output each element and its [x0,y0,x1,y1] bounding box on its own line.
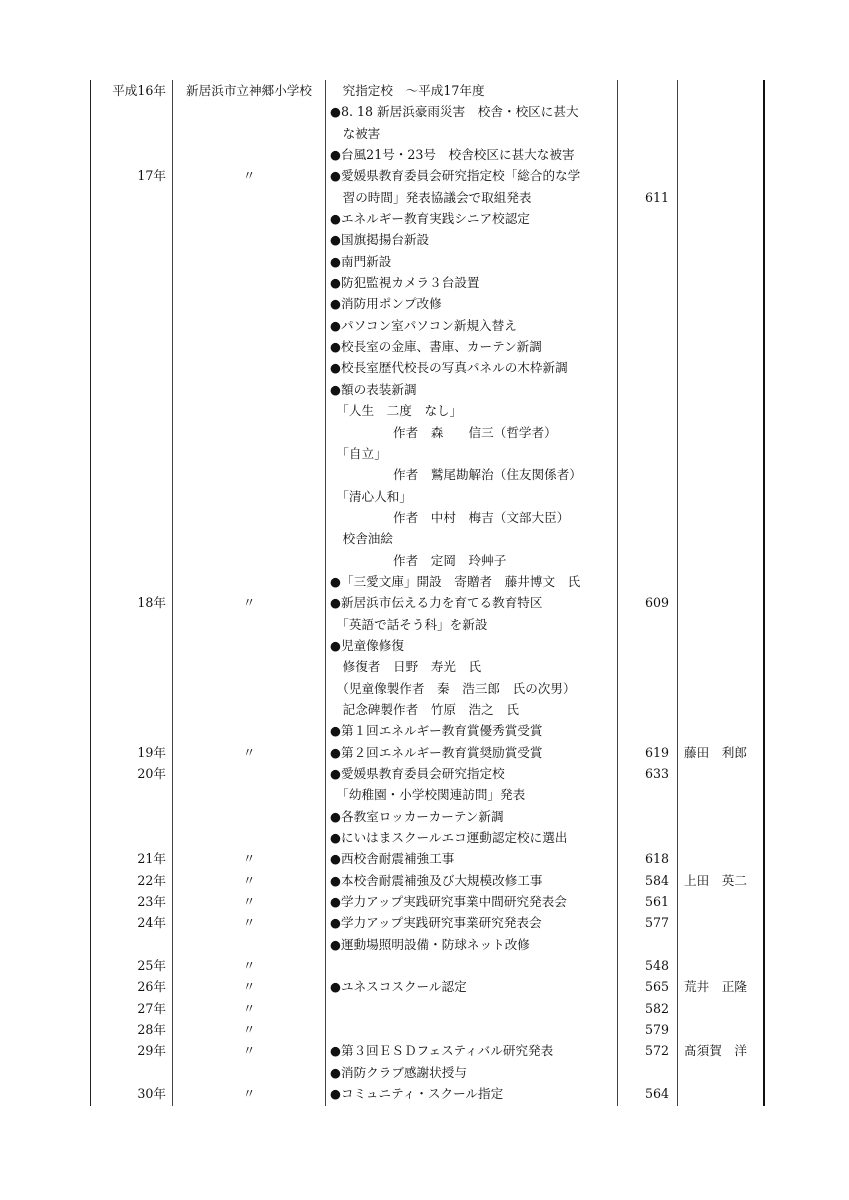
table-row [0,614,849,635]
school-cell: 〃 [242,1086,256,1102]
event-cell: 修復者 日野 寿光 氏 [330,659,482,675]
event-cell: ●台風21号・23号 校舎校区に甚大な被害 [330,147,575,163]
table-row [0,336,849,357]
year-cell: 21年 [137,851,166,867]
table-row [0,528,849,549]
year-cell: 30年 [137,1086,166,1102]
table-row [0,379,849,400]
table-row [0,251,849,272]
event-cell: 習の時間」発表協議会で取組発表 [330,189,532,205]
table-row [0,464,849,485]
year-cell: 28年 [137,1022,166,1038]
table-row [0,720,849,741]
year-cell: 26年 [137,979,166,995]
principal-cell: 荒井 正隆 [684,979,747,995]
event-cell: ●西校舎耐震補強工事 [330,851,455,867]
event-cell: 究指定校 ～平成17年度 [330,83,485,98]
year-cell: 27年 [137,1000,166,1016]
event-cell: （児童像製作者 秦 浩三郎 氏の次男） [330,680,576,696]
table-row [0,592,849,613]
principal-cell: 藤田 利郎 [684,744,747,760]
table-row [0,443,849,464]
table-row [0,806,849,827]
school-cell: 〃 [242,979,256,995]
student-count-cell: 561 [644,894,669,910]
event-cell: ●児童像修復 [330,637,404,653]
year-cell: 24年 [137,915,166,931]
school-cell: 〃 [242,744,256,760]
table-row [0,1019,849,1040]
year-cell: 18年 [137,595,166,611]
table-row [0,101,849,122]
table-row [0,272,849,293]
table-row [0,315,849,336]
event-cell: 「人生 二度 なし」 [330,403,463,419]
principal-cell: 髙須賀 洋 [684,1043,747,1059]
student-count-cell: 611 [644,189,669,205]
event-cell: ●校長室の金庫、書庫、カーテン新調 [330,339,542,355]
table-row [0,208,849,229]
school-cell: 〃 [242,915,256,931]
table-row [0,165,849,186]
year-cell: 17年 [137,168,166,184]
school-cell: 〃 [242,1000,256,1016]
event-cell: ●愛媛県教育委員会研究指定校 [330,766,505,781]
student-count-cell: 572 [644,1043,669,1059]
student-count-cell: 579 [644,1022,669,1038]
table-row [0,187,849,208]
history-table [0,80,849,1105]
table-row [0,912,849,933]
table-row [0,357,849,378]
table-row [0,1040,849,1061]
table-row [0,1062,849,1083]
event-cell: 作者 定岡 玲艸子 [330,552,507,568]
table-row [0,507,849,528]
student-count-cell: 633 [644,766,669,781]
student-count-cell: 548 [644,958,669,974]
student-count-cell: 609 [644,595,669,611]
event-cell: ●国旗掲揚台新設 [330,232,430,248]
table-row [0,571,849,592]
school-cell: 〃 [242,851,256,867]
school-cell: 〃 [242,1022,256,1038]
year-cell: 29年 [137,1043,166,1059]
table-row [0,656,849,677]
year-cell: 平成16年 [112,83,166,98]
event-cell: ●学力アップ実践研究事業研究発表会 [330,915,542,931]
event-cell: な被害 [330,125,381,141]
event-cell: ●学力アップ実践研究事業中間研究発表会 [330,894,567,910]
event-cell: ●パソコン室パソコン新規入替え [330,317,517,333]
student-count-cell: 584 [644,872,669,888]
event-cell: 「幼稚園・小学校関連訪問」発表 [330,787,526,803]
event-cell: ●8. 18 新居浜豪雨災害 校舎・校区に甚大 [330,104,579,120]
year-cell: 25年 [137,958,166,974]
event-cell: 「自立」 [330,445,387,461]
student-count-cell: 582 [644,1000,669,1016]
school-cell: 〃 [242,872,256,888]
table-row [0,976,849,997]
event-cell: ●コミュニティ・スクール指定 [330,1086,504,1102]
principal-cell: 上田 英二 [684,872,747,888]
event-cell: ●にいはまスクールエコ運動認定校に選出 [330,830,568,846]
school-cell: 新居浜市立神郷小学校 [186,83,312,98]
event-cell: 作者 中村 梅吉（文部大臣） [330,509,570,525]
event-cell: ●第１回エネルギー教育賞優秀賞受賞 [330,723,543,739]
event-cell: ●愛媛県教育委員会研究指定校「総合的な学 [330,168,581,184]
school-cell: 〃 [242,1043,256,1059]
year-cell: 19年 [137,744,166,760]
event-cell: ●額の表装新調 [330,381,417,397]
table-row [0,1083,849,1104]
table-row [0,293,849,314]
table-row [0,486,849,507]
school-cell: 〃 [242,894,256,910]
event-cell: ●「三愛文庫」開設 寄贈者 藤井博文 氏 [330,573,581,589]
event-cell: ●エネルギー教育実践シニア校認定 [330,211,530,227]
event-cell: ●第３回ＥＳＤフェスティバル研究発表 [330,1043,554,1059]
event-cell: 「清心人和」 [330,488,412,504]
event-cell: ●南門新設 [330,253,392,269]
table-row [0,848,849,869]
table-row [0,699,849,720]
year-cell: 20年 [137,766,166,781]
school-cell: 〃 [242,595,256,611]
event-cell: ●運動場照明設備・防球ネット改修 [330,936,530,952]
event-cell: ●新居浜市伝える力を育てる教育特区 [330,595,543,611]
school-cell: 〃 [242,958,256,974]
student-count-cell: 619 [644,744,669,760]
event-cell: ●消防クラブ感謝状授与 [330,1064,467,1080]
student-count-cell: 565 [644,979,669,995]
table-row [0,955,849,976]
table-row [0,550,849,571]
table-row [0,763,849,784]
event-cell: ●校長室歴代校長の写真パネルの木枠新調 [330,360,568,376]
event-cell: ●ユネスコスクール認定 [330,979,467,995]
student-count-cell: 577 [644,915,669,931]
event-cell: 「英語で話そう科」を新設 [330,616,488,632]
table-row [0,870,849,891]
table-row [0,678,849,699]
event-cell: 作者 鷲尾勘解治（住友関係者） [330,467,582,483]
table-row [0,998,849,1019]
table-row [0,934,849,955]
year-cell: 23年 [137,894,166,910]
table-row [0,422,849,443]
table-row [0,123,849,144]
student-count-cell: 618 [644,851,669,867]
event-cell: ●第２回エネルギー教育賞奨励賞受賞 [330,744,543,760]
table-row [0,80,849,101]
event-cell: 作者 森 信三（哲学者） [330,424,557,440]
event-cell: ●本校舎耐震補強及び大規模改修工事 [330,872,543,888]
event-cell: 記念碑製作者 竹原 浩之 氏 [330,701,519,717]
event-cell: ●消防用ポンプ改修 [330,296,442,312]
event-cell: 校舎油絵 [330,531,393,547]
table-row [0,229,849,250]
school-cell: 〃 [242,168,256,184]
table-row [0,891,849,912]
table-row [0,742,849,763]
table-row [0,784,849,805]
year-cell: 22年 [137,872,166,888]
table-row [0,144,849,165]
event-cell: ●防犯監視カメラ３台設置 [330,275,480,291]
student-count-cell: 564 [644,1086,669,1102]
table-row [0,400,849,421]
table-row [0,827,849,848]
event-cell: ●各教室ロッカーカーテン新調 [330,808,504,824]
table-row [0,635,849,656]
